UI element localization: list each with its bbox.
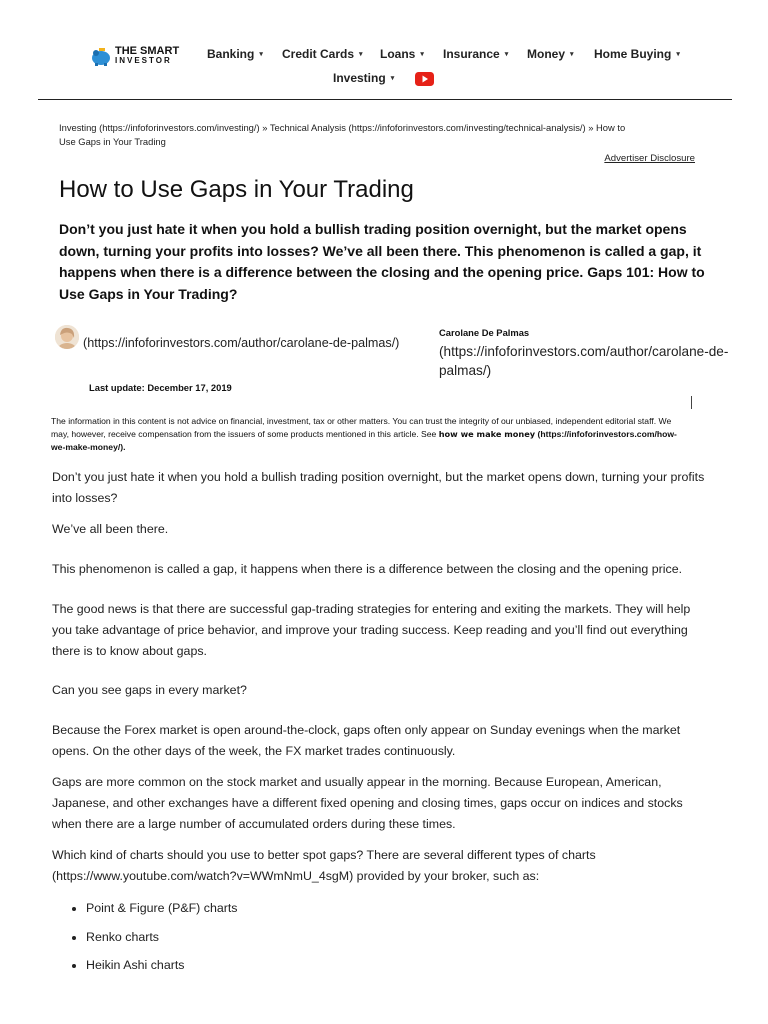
list-item: • Point & Figure (P&F) charts: [86, 898, 238, 919]
chevron-down-icon: ▾: [420, 51, 424, 58]
chart-types-list: [52, 898, 238, 976]
nav-credit-cards[interactable]: [282, 47, 363, 61]
breadcrumb-line: Investing (https://infoforinvestors.com/investing/) » Technical Analysis (https://infoforinvestors.com/investing/technical-analysis/) » How to: [59, 122, 626, 133]
last-update: Last update: December 17, 2019: [89, 382, 232, 393]
article-paragraph: The good news is that there are successful gap-trading strategies for entering and exiting the markets. They will help you take advantage of price behavior, and improve your trading success. Keep reading and you’ll find out everything there is to know about gaps.: [52, 602, 691, 658]
breadcrumb[interactable]: [59, 121, 709, 149]
author-link-secondary[interactable]: (https://infoforinvestors.com/author/carolane-de-palmas/): [439, 344, 729, 378]
article-paragraph: We’ve all been there.: [52, 522, 169, 536]
article-paragraph: Don’t you just hate it when you hold a bullish trading position overnight, but the market opens down, turning your profits into losses?: [52, 470, 705, 505]
disclaimer: [51, 415, 691, 454]
chevron-down-icon: ▾: [359, 51, 363, 58]
how-we-make-money-link[interactable]: how we make money: [438, 429, 536, 439]
chevron-down-icon: ▾: [259, 51, 263, 58]
page-title: How to Use Gaps in Your Trading: [59, 176, 414, 203]
nav-insurance[interactable]: [443, 47, 508, 61]
article-subheading: Can you see gaps in every market?: [52, 683, 247, 697]
disclaimer-url[interactable]: (https://infoforinvestors.com/how-we-make-money/).: [51, 429, 677, 452]
vertical-divider: [691, 396, 692, 409]
disclaimer-text: The information in this content is not advice on financial, investment, tax or other matters. You can trust the integrity of our unbiased, independent editorial staff. We may, however, receive compensation from the issuers of some products mentioned in this article. See: [51, 416, 672, 439]
avatar[interactable]: [55, 325, 79, 349]
nav-label: Money: [527, 47, 566, 61]
article-paragraph: Gaps are more common on the stock market and usually appear in the morning. Because European, American, Japanese, and other exchanges have a different fixed opening and closing times, gaps occur on indices and stocks when there are a large number of accumulated orders during these times.: [52, 775, 683, 831]
youtube-icon[interactable]: [415, 72, 434, 86]
site-logo[interactable]: [90, 44, 190, 68]
chevron-down-icon: ▾: [570, 51, 574, 58]
nav-investing[interactable]: [333, 71, 394, 85]
logo-text-top: THE SMART: [115, 45, 180, 57]
article-paragraph: This phenomenon is called a gap, it happens when there is a difference between the closing and the opening price.: [52, 562, 683, 576]
nav-label: Loans: [380, 47, 416, 61]
article-paragraph: Which kind of charts should you use to better spot gaps? There are several different types of charts (https://www.youtube.com/watch?v=WWmNmU_4sgM) provided by your broker, such as:: [52, 848, 596, 883]
logo-text-bottom: INVESTOR: [115, 56, 172, 65]
nav-home-buying[interactable]: [594, 47, 680, 61]
article-paragraph: Because the Forex market is open around-the-clock, gaps often only appear on Sunday evenings when the market opens. On the other days of the week, the FX market trades continuously.: [52, 723, 681, 758]
nav-label: Insurance: [443, 47, 500, 61]
nav-label: Credit Cards: [282, 47, 355, 61]
nav-label: Banking: [207, 47, 255, 61]
chevron-down-icon: ▾: [390, 75, 395, 82]
nav-loans[interactable]: [380, 47, 424, 61]
nav-banking[interactable]: [207, 47, 263, 61]
breadcrumb-line: Use Gaps in Your Trading: [59, 136, 166, 147]
nav-money[interactable]: [527, 47, 574, 61]
chevron-down-icon: ▾: [676, 51, 680, 58]
article-intro: Don’t you just hate it when you hold a bullish trading position overnight, but the market opens down, turning your profits into losses? We’ve all been there. This phenomenon is called a gap, it happens when there is a difference between the closing and the opening price. Gaps 101: How to Use Gaps in Your Trading?: [59, 221, 705, 302]
list-item: • Heikin Ashi charts: [86, 955, 238, 976]
author-name[interactable]: Carolane De Palmas: [439, 327, 530, 338]
header-divider: [38, 99, 732, 100]
advertiser-disclosure-link[interactable]: Advertiser Disclosure: [604, 153, 695, 164]
nav-label: Home Buying: [594, 47, 672, 61]
piggy-bank-icon: [90, 45, 112, 67]
list-item: • Renko charts: [86, 927, 238, 948]
nav-label: Investing: [333, 71, 386, 85]
author-link[interactable]: (https://infoforinvestors.com/author/carolane-de-palmas/): [83, 336, 400, 350]
chevron-down-icon: ▾: [504, 51, 509, 58]
